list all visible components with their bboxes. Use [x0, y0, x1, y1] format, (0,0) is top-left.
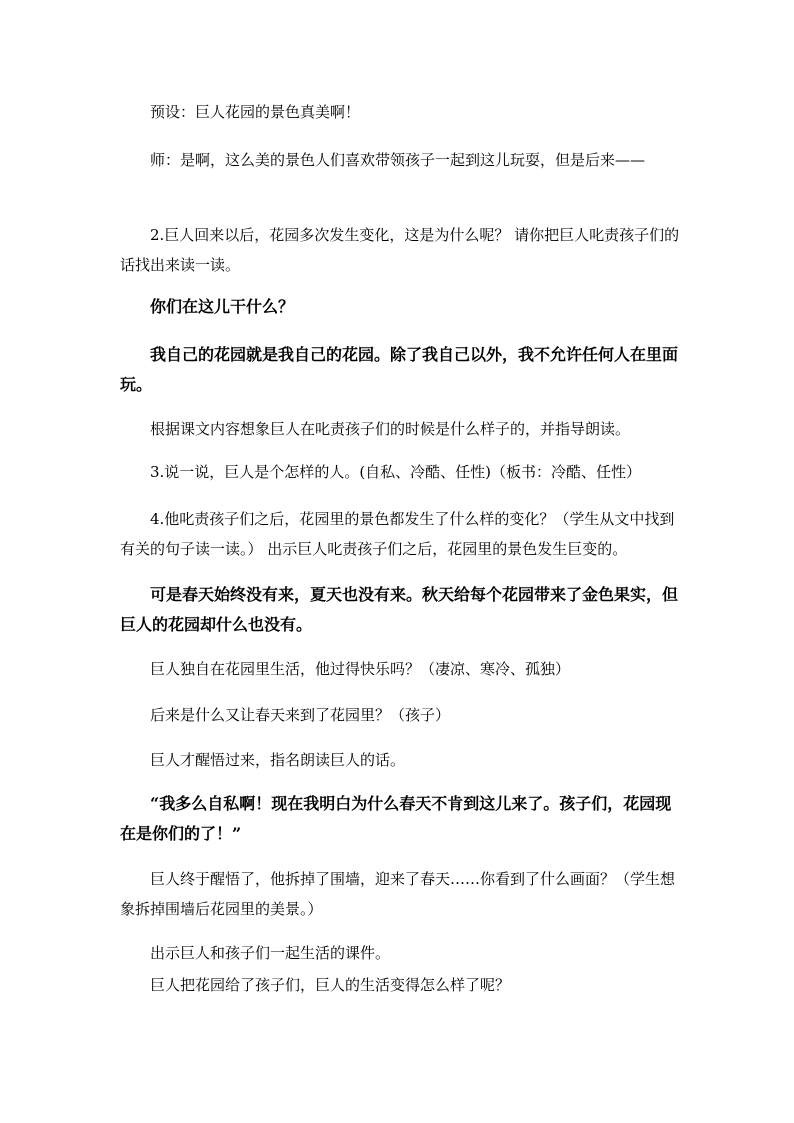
- paragraph-seasons-quote: 可是春天始终没有来，夏天也没有来。秋天给每个花园带来了金色果实，但巨人的花园却什么也没有。: [120, 585, 679, 634]
- paragraph-preset: 预设：巨人花园的景色真美啊！: [150, 103, 361, 121]
- paragraph-spring-return: 后来是什么又让春天来到了花园里？（孩子）: [150, 706, 451, 724]
- paragraph-courseware: 出示巨人和孩子们一起生活的课件。: [150, 944, 391, 962]
- paragraph-giant-alone: 巨人独自在花园里生活，他过得快乐吗？（凄凉、寒冷、孤独）: [150, 660, 571, 678]
- paragraph-wall-removed: 巨人终于醒悟了，他拆掉了围墙，迎来了春天……你看到了什么画面？（学生想象拆掉围墙后花园里的美景。）: [120, 870, 676, 918]
- paragraph-question-3: 3.说一说，巨人是个怎样的人。(自私、冷酷、任性)（板书：冷酷、任性）: [150, 463, 642, 481]
- paragraph-giant-quote-3: “我多么自私啊！现在我明白为什么春天不肯到这儿来了。孩子们，花园现在是你们的了！”: [120, 794, 672, 843]
- paragraph-giant-quote-2: 我自己的花园就是我自己的花园。除了我自己以外，我不允许任何人在里面玩。: [120, 345, 679, 394]
- paragraph-final-question: 巨人把花园给了孩子们，巨人的生活变得怎么样了呢？: [150, 976, 511, 994]
- paragraph-giant-quote-1: 你们在这儿干什么？: [150, 297, 295, 316]
- paragraph-giant-awakens: 巨人才醒悟过来，指名朗读巨人的话。: [150, 751, 406, 769]
- paragraph-question-4: 4.他叱责孩子们之后，花园里的景色都发生了什么样的变化？（学生从文中找到有关的句子读一读。） 出示巨人叱责孩子们之后，花园里的景色发生巨变的。: [120, 510, 675, 558]
- paragraph-reading-guide: 根据课文内容想象巨人在叱责孩子们的时候是什么样子的，并指导朗读。: [150, 420, 631, 438]
- paragraph-teacher: 师：是啊，这么美的景色人们喜欢带领孩子一起到这儿玩耍，但是后来——: [150, 151, 646, 169]
- paragraph-question-2: 2.巨人回来以后，花园多次发生变化，这是为什么呢？ 请你把巨人叱责孩子们的话找出来读一读。: [120, 226, 680, 274]
